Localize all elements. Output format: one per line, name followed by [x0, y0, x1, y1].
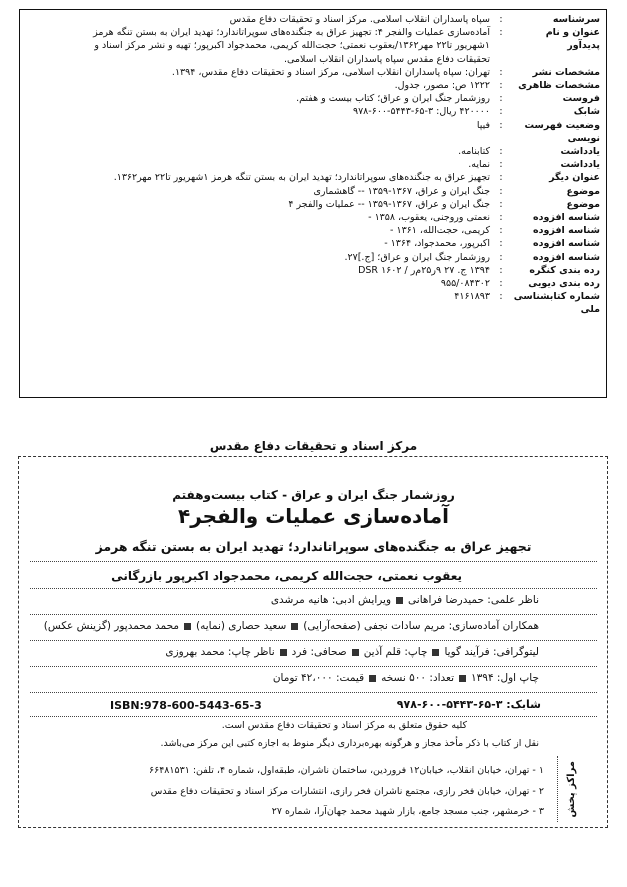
scientific-supervisor: ناظر علمی: حمیدرضا فراهانی — [408, 594, 539, 606]
square-bullet-icon — [396, 597, 403, 604]
publisher-heading: مرکز اسناد و تحقیقات دفاع مقدس — [209, 439, 418, 453]
cip-label: سرشناسه — [552, 14, 600, 25]
cip-value-line: اکبرپور، محمدجواد، ۱۳۶۴ - — [384, 238, 490, 250]
square-bullet-icon — [291, 623, 298, 630]
cip-row — [26, 79, 600, 92]
cip-value-line: ۱۲۲۲ ص: مصور، جدول. — [394, 80, 490, 92]
cip-value-line: سپاه پاسداران انقلاب اسلامی. مرکز اسناد و تحقیقات دفاع مقدس — [229, 14, 490, 25]
cip-colon: : — [499, 159, 503, 171]
cip-row — [26, 224, 600, 237]
cip-row — [26, 264, 600, 277]
cip-value-line: نمایه. — [468, 159, 490, 171]
cip-row — [26, 211, 600, 224]
address-2: ۲ - تهران، خیابان فخر رازی، مجتمع ناشران فخر رازی، انتشارات مرکز اسناد و تحقیقات دفاع مقدس — [150, 786, 544, 797]
distribution-centers — [36, 754, 576, 824]
cip-row — [26, 158, 600, 171]
cip-value-line: تحقیقات دفاع مقدس سپاه پاسداران انقلاب اسلامی. — [283, 53, 490, 65]
cip-row — [26, 145, 600, 158]
cip-label: شابک — [573, 106, 600, 118]
book-subtitle: تجهیز عراق به جنگنده‌های سوپراتاندارد؛ تهدید ایران به بستن تنگه هرمز — [95, 539, 532, 554]
cip-value-line: جنگ ایران و عراق، ۱۳۶۷-۱۳۵۹ -- گاهشماری — [313, 185, 490, 197]
scientific-editor-line — [271, 594, 539, 606]
cip-value — [26, 171, 490, 184]
literary-editor: ویرایش ادبی: هانیه مرشدی — [270, 594, 392, 606]
cip-row — [26, 13, 600, 26]
cip-value-line: تهران: سپاه پاسداران انقلاب اسلامی، مرکز اسناد و تحقیقات دفاع مقدس، ۱۳۹۴. — [171, 66, 490, 78]
print-supervisor: ناظر چاپ: محمد بهروزی — [165, 646, 275, 658]
square-bullet-icon — [369, 675, 376, 682]
cip-catalog-box — [19, 9, 607, 398]
separator — [30, 614, 597, 615]
separator — [30, 692, 597, 693]
cip-value — [26, 251, 490, 264]
shabek-persian: شابک: ۳-۶۵-۵۴۴۳-۶۰۰-۹۷۸ — [396, 698, 541, 711]
cip-value — [26, 13, 490, 26]
cip-label: موضوع — [566, 198, 600, 210]
cip-row — [26, 119, 600, 145]
cip-value-line: ۱۳۹۴ ج. ۲۷ ۹ر۲۵م‌ر / ۱۶۰۲ DSR — [358, 264, 490, 276]
cip-label: شناسه افزوده — [533, 225, 600, 237]
cip-label: رده بندی دیویی — [528, 278, 600, 290]
square-bullet-icon — [432, 649, 439, 656]
separator — [30, 561, 597, 562]
separator — [30, 588, 597, 589]
cip-value — [26, 105, 490, 118]
cip-value — [26, 198, 490, 211]
cip-colon: : — [499, 251, 503, 263]
copies: تعداد: ۵۰۰ نسخه — [381, 672, 455, 684]
cip-value-line: ۴۱۶۱۸۹۳ — [454, 291, 490, 303]
cip-value — [26, 145, 490, 158]
cip-value-line: روزشمار جنگ ایران و عراق؛ [ج.]۲۷. — [344, 251, 490, 263]
cip-value — [26, 290, 490, 303]
square-bullet-icon — [459, 675, 466, 682]
cip-colon: : — [499, 80, 503, 92]
cip-row — [26, 198, 600, 211]
cip-colon: : — [499, 291, 503, 303]
cip-colon: : — [499, 225, 503, 237]
cip-value — [26, 277, 490, 290]
cip-colon: : — [499, 278, 503, 290]
production-line — [165, 646, 539, 658]
square-bullet-icon — [352, 649, 359, 656]
cip-value — [26, 237, 490, 250]
cip-value-line: نعمتی وروجنی، یعقوب، ۱۳۵۸ - — [368, 212, 490, 224]
collaborators-line — [44, 620, 539, 632]
cip-colon: : — [499, 106, 503, 118]
isbn-latin: ISBN:978-600-5443-65-3 — [110, 699, 262, 712]
address-1: ۱ - تهران، خیابان انقلاب، خیابان۱۲ فروردین، ساختمان ناشران، طبقه‌اول، شماره ۴، تلفن: ۶۶۴۸۱۵۳۱ — [148, 765, 544, 776]
separator — [30, 666, 597, 667]
collaborator-layout: همکاران آماده‌سازی: مریم سادات نجفی (صفحه‌آرایی) — [303, 620, 539, 632]
cip-row — [26, 290, 600, 316]
cip-row — [26, 251, 600, 264]
cip-label: مشخصات ظاهری — [518, 80, 600, 92]
price: قیمت: ۴۲،۰۰۰ تومان — [272, 672, 365, 684]
cip-value-line: آماده‌سازی عملیات والفجر ۴: تجهیز عراق به جنگنده‌های سوپراتاندارد؛ تهدید ایران به بستن تنگه هرمز — [93, 27, 490, 39]
cip-row — [26, 237, 600, 250]
cip-colon: : — [499, 146, 503, 158]
collaborator-index: سعید حصاری (نمایه) — [196, 620, 287, 632]
cip-row — [26, 277, 600, 290]
cip-row — [26, 92, 600, 105]
cip-label: فروست — [562, 93, 600, 105]
distribution-label: مراکز پخش — [557, 756, 584, 822]
cip-value — [26, 224, 490, 237]
cip-value-line: ۹۵۵/۰۸۴۳۰۲ — [440, 278, 490, 290]
cip-value — [26, 211, 490, 224]
cip-label: یادداشت — [560, 159, 600, 171]
cip-label: شماره کتابشناسی ملی — [513, 291, 600, 316]
square-bullet-icon — [280, 649, 287, 656]
cip-label: وضعیت فهرست نویسی — [524, 119, 600, 144]
cip-value-line: روزشمار جنگ ایران و عراق؛ کتاب بیست و هفتم. — [296, 93, 490, 105]
cip-colon: : — [499, 119, 503, 131]
separator — [30, 716, 597, 717]
lithography: لیتوگرافی: فرآیند گویا — [444, 646, 539, 658]
series-title: روزشمار جنگ ایران و عراق - کتاب بیست‌وهفتم — [172, 488, 455, 502]
cip-value-line: کریمی، حجت‌الله، ۱۳۶۱ - — [390, 225, 490, 237]
rights-notice: کلیه حقوق متعلق به مرکز اسناد و تحقیقات دفاع مقدس است. — [221, 720, 467, 731]
cip-row — [26, 26, 600, 66]
square-bullet-icon — [184, 623, 191, 630]
cip-colon: : — [499, 93, 503, 105]
cip-value-line: کتابنامه. — [458, 146, 490, 158]
cip-colon: : — [499, 27, 503, 39]
collaborator-photos: محمد محمدپور (گزینش عکس) — [43, 620, 180, 632]
cip-value-line: جنگ ایران و عراق، ۱۳۶۷-۱۳۵۹ -- عملیات والفجر ۴ — [288, 198, 490, 210]
cip-label: عنوان دیگر — [549, 172, 600, 184]
cip-value — [26, 158, 490, 171]
cip-colon: : — [499, 198, 503, 210]
cip-row — [26, 66, 600, 79]
cip-label: موضوع — [566, 185, 600, 197]
edition-line — [273, 672, 539, 684]
address-3: ۳ - خرمشهر، جنب مسجد جامع، بازار شهید محمد جهان‌آرا، شماره ۲۷ — [271, 806, 544, 817]
cip-label: رده بندی کنگره — [529, 264, 600, 276]
cip-value — [26, 79, 490, 92]
cip-row — [26, 185, 600, 198]
cip-colon: : — [499, 212, 503, 224]
cip-colon: : — [499, 238, 503, 250]
cip-colon: : — [499, 14, 503, 25]
cip-value — [26, 264, 490, 277]
cip-label: یادداشت — [560, 146, 600, 158]
book-main-title: آماده‌سازی عملیات والفجر۴ — [177, 504, 450, 528]
cip-value — [26, 66, 490, 79]
cip-value-line: ۱شهریور تا۲۲ مهر۱۳۶۲/یعقوب نعمتی؛ حجت‌الله کریمی، محمدجواد اکبرپور؛ تهیه و نشر مرکز اسناد و — [94, 40, 490, 52]
edition: چاپ اول: ۱۳۹۴ — [471, 672, 539, 684]
cip-colon: : — [499, 172, 503, 184]
cip-colon: : — [499, 185, 503, 197]
authors: یعقوب نعمتی، حجت‌الله کریمی، محمدجواد اکبرپور بازرگانی — [111, 569, 462, 583]
separator — [30, 640, 597, 641]
quote-notice: نقل از کتاب با ذکر مأخذ مجاز و هرگونه بهره‌برداری دیگر منوط به اجازه کتبی این مرکز می‌باشد. — [160, 738, 539, 749]
printing: چاپ: قلم آذین — [363, 646, 428, 658]
cip-value-line: ۴۲۰۰۰۰ ریال: ۳-۶۵-۵۴۴۳-۶۰۰-۹۷۸ — [352, 106, 490, 118]
cip-value — [26, 26, 490, 66]
cip-label: مشخصات نشر — [532, 66, 600, 78]
cip-label: شناسه افزوده — [533, 212, 600, 224]
cip-label: شناسه افزوده — [533, 251, 600, 263]
cip-value — [26, 185, 490, 198]
cip-label: شناسه افزوده — [533, 238, 600, 250]
cip-row — [26, 105, 600, 118]
cip-colon: : — [499, 264, 503, 276]
cip-value-line: فیپا — [476, 119, 490, 131]
cip-value — [26, 119, 490, 132]
cip-value-line: تجهیز عراق به جنگنده‌های سوپراتاندارد؛ تهدید ایران به بستن تنگه هرمز ۱شهریور تا۲۲ مهر۱۳۶۲. — [113, 172, 490, 184]
cip-value — [26, 92, 490, 105]
binding: صحافی: فرد — [291, 646, 347, 658]
cip-label: عنوان و نام پدیدآور — [545, 27, 600, 52]
cip-colon: : — [499, 66, 503, 78]
cip-row — [26, 171, 600, 184]
